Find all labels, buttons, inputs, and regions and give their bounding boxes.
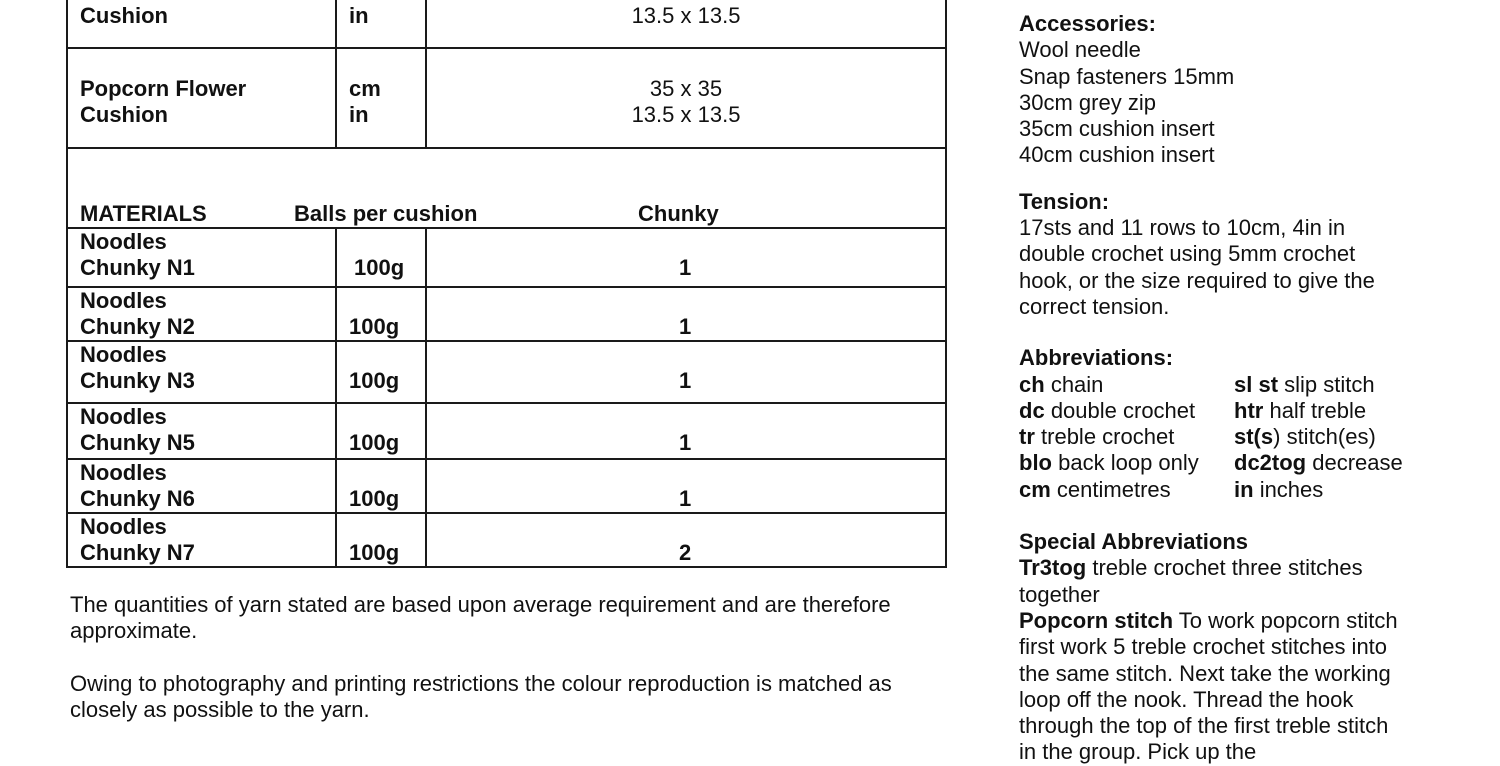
material-row-1-weight: 100g [354,255,405,280]
material-row-6-weight: 100g [349,540,400,565]
abbr-item: ch chain [1019,371,1104,397]
size-row-2-unit-1: cm [349,76,381,101]
abbr-item: blo back loop only [1019,450,1199,476]
material-row-6-qty: 2 [679,540,692,565]
tension-text: 17sts and 11 rows to 10cm, 4in in double crochet using 5mm crochet hook, or the size required to give the correct tension. [1019,215,1375,319]
abbr-item: dc double crochet [1019,397,1196,423]
size-row-1-unit: in [349,3,369,28]
popcorn-definition: Popcorn stitch To work popcorn stitch first work 5 treble crochet stitches into the same stitch. Next take the working loop off the nook. Thread the hook through the top of the first treble stitch in the group. Pick up the [1019,607,1398,765]
size-row-2-name-2: Cushion [80,102,168,127]
material-row-5-line1: Noodles [80,460,167,485]
material-row-3-line1: Noodles [80,342,167,367]
tension-heading: Tension: [1019,188,1110,214]
abbr-item: cm centimetres [1019,476,1171,502]
material-row-3-weight: 100g [349,368,400,393]
abbr-item: htr half treble [1234,397,1367,423]
colour-note: Owing to photography and printing restrictions the colour reproduction is matched as closely as possible to the yarn. [70,671,892,722]
accessory-item: Wool needle [1019,37,1141,63]
material-row-1-qty: 1 [679,255,692,280]
material-row-6-line2: Chunky N7 [80,540,195,565]
material-row-4-qty: 1 [679,430,692,455]
size-row-2-size-1: 35 x 35 [649,76,723,101]
abbr-item: in inches [1234,476,1324,502]
material-row-3-qty: 1 [679,368,692,393]
abbreviations-heading: Abbreviations: [1019,345,1174,371]
material-row-3-line2: Chunky N3 [80,368,195,393]
quantities-note: The quantities of yarn stated are based upon average requirement and are therefore approximate. [70,592,891,643]
size-row-2-unit-2: in [349,102,369,127]
material-row-4-line1: Noodles [80,404,167,429]
material-row-1-line2: Chunky N1 [80,255,195,280]
material-row-6-line1: Noodles [80,514,167,539]
size-row-2-size-2: 13.5 x 13.5 [631,102,741,127]
material-row-2-line2: Chunky N2 [80,314,195,339]
material-row-2-weight: 100g [349,314,400,339]
accessories-heading: Accessories: [1019,11,1156,36]
tr3tog-definition: Tr3tog treble crochet three stitches together [1019,555,1363,607]
accessory-item: Snap fasteners 15mm [1019,63,1235,89]
abbreviations-list [1019,372,1459,503]
accessory-item: 35cm cushion insert [1019,116,1215,142]
material-row-5-line2: Chunky N6 [80,486,195,511]
material-row-4-weight: 100g [349,430,400,455]
size-row-2-name-1: Popcorn Flower [80,76,247,101]
chunky-header: Chunky [638,201,719,226]
abbr-item: tr treble crochet [1019,424,1175,450]
material-row-5-weight: 100g [349,486,400,511]
accessory-item: 30cm grey zip [1019,89,1156,115]
size-row-1-name: Cushion [80,3,168,28]
right-column [1019,11,1459,766]
material-row-4-line2: Chunky N5 [80,430,195,455]
special-abbreviations-heading: Special Abbreviations [1019,529,1249,555]
abbr-item: st(s) stitch(es) [1234,424,1376,450]
abbr-item: sl st slip stitch [1234,371,1375,397]
abbr-item: dc2tog decrease [1234,450,1403,476]
accessory-item: 40cm cushion insert [1019,142,1215,168]
balls-per-cushion-header: Balls per cushion [294,201,478,226]
material-row-2-qty: 1 [679,314,692,339]
material-row-5-qty: 1 [679,486,692,511]
materials-header: MATERIALS [80,201,207,226]
material-row-1-line1: Noodles [80,229,167,254]
material-row-2-line1: Noodles [80,288,167,313]
size-row-1-size: 13.5 x 13.5 [631,3,741,28]
